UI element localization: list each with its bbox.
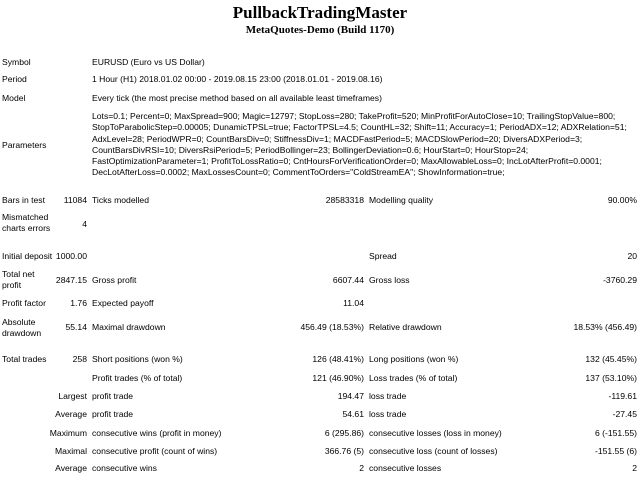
average-pt-value: 54.61 (342, 409, 364, 419)
avg-cw-value: 2 (359, 463, 364, 473)
average-lt-value: -27.45 (612, 409, 637, 419)
avg-cl-label: consecutive losses (369, 463, 442, 473)
long-label: Long positions (won %) (369, 354, 459, 364)
symbol-label: Symbol (2, 57, 31, 67)
avg-cw-label: consecutive wins (92, 463, 157, 473)
pt-label: Profit trades (% of total) (92, 373, 183, 383)
mxl-cp-value: 366.76 (5) (324, 446, 364, 456)
maximal-label: Maximal (55, 446, 87, 456)
ticks-label: Ticks modelled (92, 195, 149, 205)
parameters-value: Lots=0.1; Percent=0; MaxSpread=900; Magic=12797; StopLoss=280; TakeProfit=520; MinProfitForAutoClose=10; TrailingStopValue=800; StopToParabolicStep=0.00005; DunamicTPSL=true; FactorTPSL=4.5; CountHL=32; Shift=11; Accuracy=1; PeriodADX=12; ADXRelation=51; AdxLevel=28; PeriodWPR=0; CountBarsDiv=0; StiffnessDiv=1; MACDFastPeriod=5; MACDSlowPeriod=20; DiversADXPeriod=3; CountBarsDivRSI=10; DiversRsiPeriod=5; PeriodBollinger=23; BollingerDeviation=0.6; HourStart=0; HourStop=24; FastOptimizationParameter=1; ProfitToLossRatio=0; CntHoursForVerificationOrder=0; MaxAllowableLoss=0; IncLotAfterProfit=0.0001; DecLotAfterLoss=0.0002; MaxLossesCount=0; CommentToOrders="ColdStreamEA"; ShowInformation=true; (92, 111, 627, 178)
symbol-value: EURUSD (Euro vs US Dollar) (92, 57, 205, 67)
deposit-value: 1000.00 (55, 251, 87, 261)
bars-label: Bars in test (2, 195, 45, 205)
largest-pt-label: profit trade (92, 391, 134, 401)
avg-cl-value: 2 (632, 463, 637, 473)
grossprofit-label: Gross profit (92, 275, 137, 285)
maxdd-label: Maximal drawdown (92, 322, 166, 332)
grossloss-value: -3760.29 (603, 275, 637, 285)
model-label: Model (2, 93, 26, 103)
avg2-label: Average (55, 463, 87, 473)
payoff-label: Expected payoff (92, 298, 154, 308)
short-label: Short positions (won %) (92, 354, 183, 364)
period-value: 1 Hour (H1) 2018.01.02 00:00 - 2019.08.15 23:00 (2018.01.01 - 2019.08.16) (92, 74, 383, 84)
grossloss-label: Gross loss (369, 275, 410, 285)
average-pt-label: profit trade (92, 409, 134, 419)
max-cw-value: 6 (295.86) (324, 428, 364, 438)
reldd-label: Relative drawdown (369, 322, 442, 332)
maximum-label: Maximum (49, 428, 87, 438)
short-value: 126 (48.41%) (312, 354, 364, 364)
absdd-label-2: drawdown (2, 328, 42, 338)
mismatch-label-2: charts errors (2, 223, 51, 233)
model-value: Every tick (the most precise method based on all available least timeframes) (92, 93, 382, 103)
long-value: 132 (45.45%) (585, 354, 637, 364)
report-title: PullbackTradingMaster (232, 3, 408, 22)
lt-label: Loss trades (% of total) (369, 373, 458, 383)
largest-label: Largest (58, 391, 87, 401)
deposit-label: Initial deposit (2, 251, 53, 261)
pf-label: Profit factor (2, 298, 46, 308)
mismatch-value: 4 (82, 219, 87, 229)
payoff-value: 11.04 (343, 298, 364, 308)
quality-label: Modelling quality (369, 195, 434, 205)
trades-value: 258 (72, 354, 87, 364)
spread-label: Spread (369, 251, 397, 261)
ticks-value: 28583318 (325, 195, 364, 205)
absdd-label-1: Absolute (2, 317, 36, 327)
max-cl-value: 6 (-151.55) (594, 428, 637, 438)
grossprofit-value: 6607.44 (332, 275, 364, 285)
lt-value: 137 (53.10%) (585, 373, 637, 383)
max-cl-label: consecutive losses (loss in money) (369, 428, 502, 438)
largest-pt-value: 194.47 (337, 391, 364, 401)
report-subtitle: MetaQuotes-Demo (Build 1170) (245, 24, 395, 36)
mxl-cl-label: consecutive loss (count of losses) (369, 446, 498, 456)
mismatch-label-1: Mismatched (2, 212, 49, 222)
largest-lt-label: loss trade (369, 391, 407, 401)
quality-value: 90.00% (607, 195, 637, 205)
largest-lt-value: -119.61 (608, 391, 637, 401)
netprofit-label-2: profit (2, 280, 22, 290)
trades-label: Total trades (2, 354, 47, 364)
maxdd-value: 456.49 (18.53%) (300, 322, 364, 332)
period-label: Period (2, 74, 27, 84)
max-cw-label: consecutive wins (profit in money) (92, 428, 222, 438)
mxl-cl-value: -151.55 (6) (594, 446, 637, 456)
average-label: Average (55, 409, 87, 419)
average-lt-label: loss trade (369, 409, 407, 419)
parameters-label: Parameters (2, 140, 47, 150)
netprofit-label-1: Total net (2, 269, 35, 279)
absdd-value: 55.14 (65, 322, 87, 332)
bars-value: 11084 (63, 195, 87, 205)
pt-value: 121 (46.90%) (312, 373, 364, 383)
mxl-cp-label: consecutive profit (count of wins) (92, 446, 218, 456)
reldd-value: 18.53% (456.49) (573, 322, 637, 332)
pf-value: 1.76 (70, 298, 87, 308)
spread-value: 20 (627, 251, 637, 261)
netprofit-value: 2847.15 (55, 275, 87, 285)
